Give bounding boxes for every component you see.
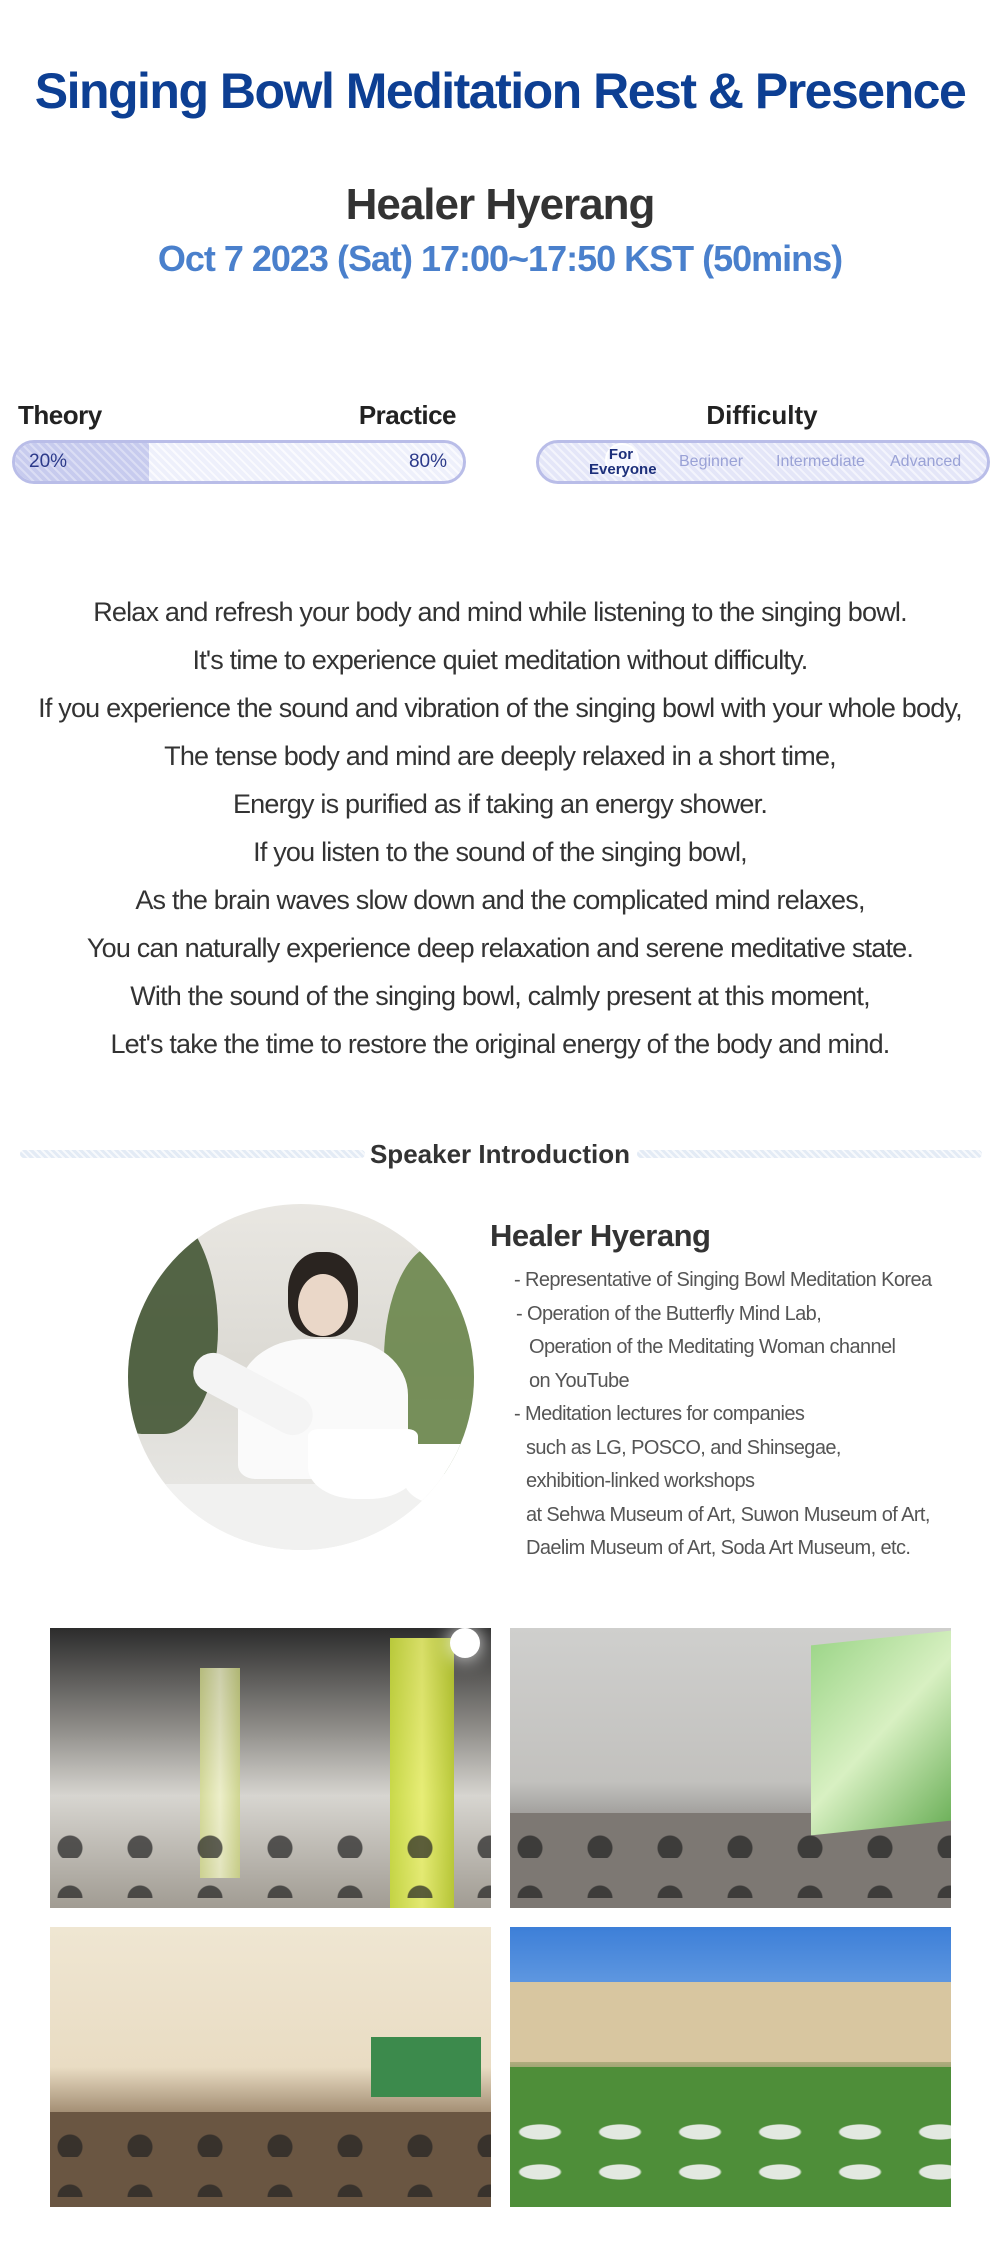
description-line: If you experience the sound and vibration of the singing bowl with your whole body, bbox=[38, 693, 962, 723]
description-line: The tense body and mind are deeply relaxed in a short time, bbox=[164, 741, 836, 771]
bio-line: exhibition-linked workshops bbox=[526, 1470, 755, 1492]
difficulty-option-advanced: Advanced bbox=[890, 453, 962, 470]
theory-value: 20% bbox=[29, 451, 68, 472]
bio-line: - Meditation lectures for companies bbox=[514, 1403, 805, 1425]
difficulty-option-beginner: Beginner bbox=[679, 453, 744, 470]
speaker-portrait bbox=[128, 1204, 474, 1550]
speaker-bio bbox=[514, 1264, 932, 1566]
description-line: It's time to experience quiet meditation without difficulty. bbox=[192, 645, 808, 675]
description-line: If you listen to the sound of the singing bowl, bbox=[253, 837, 747, 867]
theory-practice-bar bbox=[12, 440, 466, 484]
description-line: Let's take the time to restore the original energy of the body and mind. bbox=[110, 1029, 890, 1059]
bio-line: - Operation of the Butterfly Mind Lab, bbox=[516, 1302, 822, 1325]
selected-line1: For bbox=[608, 446, 634, 463]
section-title: Speaker Introduction bbox=[369, 1139, 631, 1169]
bio-line: Operation of the Meditating Woman channel bbox=[529, 1336, 896, 1358]
page-title: Singing Bowl Meditation Rest & Presence bbox=[34, 63, 966, 119]
bio-line: on YouTube bbox=[529, 1369, 630, 1392]
description-line: With the sound of the singing bowl, calmly present at this moment, bbox=[130, 981, 870, 1011]
session-photo-gallery-hall bbox=[50, 1628, 491, 1908]
bio-line: at Sehwa Museum of Art, Suwon Museum of Art, bbox=[526, 1503, 930, 1526]
difficulty-label: Difficulty bbox=[706, 400, 818, 430]
description-line: Energy is purified as if taking an energy shower. bbox=[232, 789, 768, 819]
difficulty-bar bbox=[536, 440, 990, 484]
theory-label: Theory bbox=[18, 400, 102, 430]
practice-value: 80% bbox=[408, 451, 447, 472]
difficulty-selected bbox=[589, 444, 657, 480]
session-photo-outdoor-lawn bbox=[510, 1927, 951, 2207]
description bbox=[0, 588, 1000, 1068]
bio-line: Daelim Museum of Art, Soda Art Museum, etc. bbox=[526, 1537, 911, 1559]
healer-name: Healer Hyerang bbox=[345, 180, 655, 229]
session-date: Oct 7 2023 (Sat) 17:00~17:50 KST (50mins) bbox=[157, 238, 843, 279]
speaker-name: Healer Hyerang bbox=[490, 1218, 711, 1253]
practice-label: Practice bbox=[358, 400, 456, 430]
selected-line2: Everyone bbox=[589, 461, 657, 478]
difficulty-option-intermediate: Intermediate bbox=[776, 453, 865, 470]
bio-line: - Representative of Singing Bowl Meditation Korea bbox=[514, 1269, 932, 1291]
bio-line: such as LG, POSCO, and Shinsegae, bbox=[526, 1436, 841, 1459]
description-line: Relax and refresh your body and mind while listening to the singing bowl. bbox=[93, 597, 907, 627]
session-photo-classical-hall bbox=[50, 1927, 491, 2207]
session-photo-projection-room bbox=[510, 1628, 951, 1908]
description-line: You can naturally experience deep relaxation and serene meditative state. bbox=[86, 933, 914, 963]
description-line: As the brain waves slow down and the complicated mind relaxes, bbox=[135, 885, 865, 915]
